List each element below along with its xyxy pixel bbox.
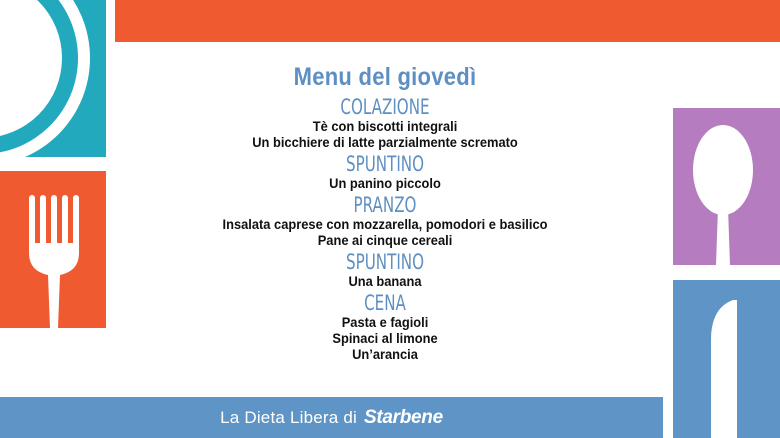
knife-icon (673, 280, 780, 438)
menu-item: Tè con biscotti integrali (312, 118, 458, 134)
menu-card (115, 62, 655, 362)
menu-title: Menu del giovedì (293, 63, 477, 91)
menu-item: Spinaci al limone (332, 330, 438, 346)
section-heading: PRANZO (353, 193, 417, 217)
section-colazione (115, 96, 655, 150)
section-heading: COLAZIONE (340, 95, 430, 119)
fork-tile (0, 171, 106, 328)
section-heading: SPUNTINO (345, 152, 425, 176)
spoon-tile (673, 108, 780, 265)
menu-item: Pasta e fagioli (341, 314, 429, 330)
menu-item: Insalata caprese con mozzarella, pomodori e basilico (222, 216, 548, 232)
section-spuntino-2 (115, 251, 655, 289)
menu-item: Un’arancia (352, 346, 418, 362)
plate-tile (0, 0, 106, 157)
top-accent-bar (115, 0, 780, 42)
brand-logo: Starbene (363, 406, 443, 428)
footer-branding (0, 397, 663, 438)
section-heading: SPUNTINO (345, 250, 425, 274)
menu-item: Un bicchiere di latte parzialmente scremato (252, 134, 518, 150)
fork-icon (0, 171, 106, 328)
section-cena (115, 292, 655, 362)
menu-item: Una banana (348, 273, 422, 289)
spoon-icon (673, 108, 780, 265)
section-heading: CENA (364, 291, 406, 315)
section-spuntino-1 (115, 153, 655, 191)
footer-tagline: La Dieta Libera di (220, 407, 357, 427)
menu-item: Pane ai cinque cereali (317, 232, 453, 248)
menu-item: Un panino piccolo (329, 175, 441, 191)
section-pranzo (115, 194, 655, 248)
knife-tile (673, 280, 780, 438)
plate-icon (0, 0, 106, 157)
